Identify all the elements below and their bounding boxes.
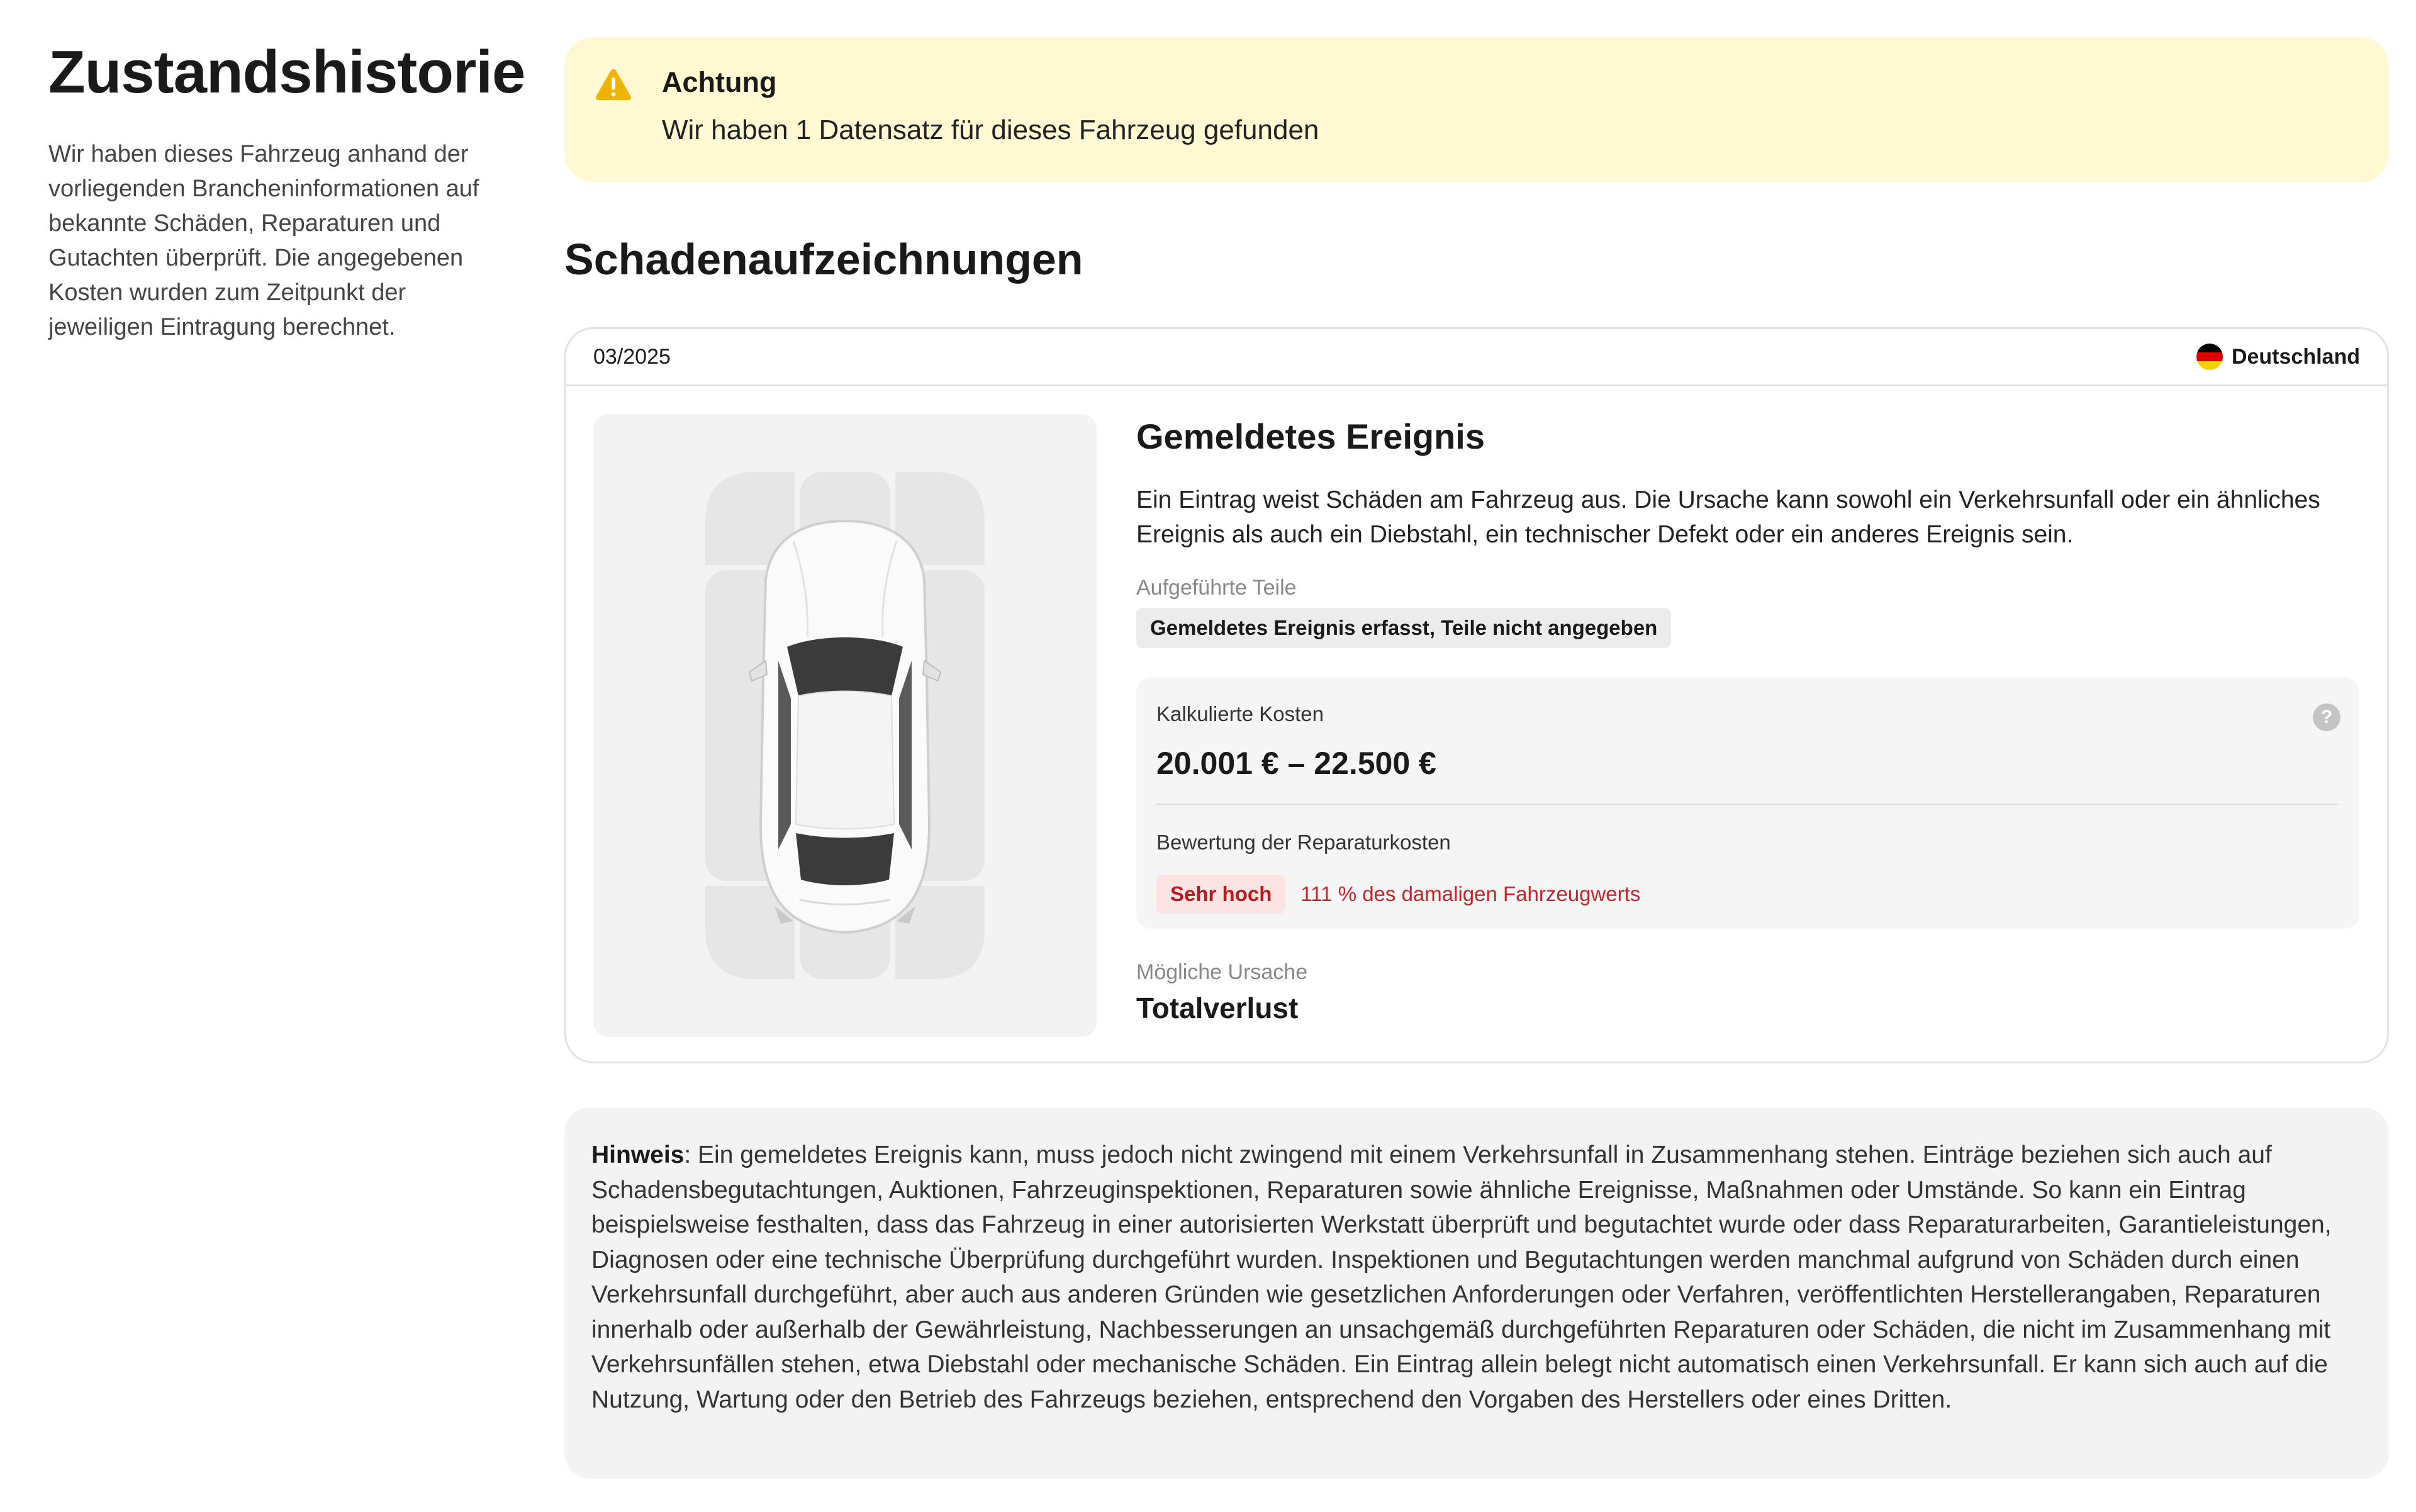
section-heading: Schadenaufzeichnungen	[564, 235, 1083, 284]
alert-text: Wir haben 1 Datensatz für dieses Fahrzeug gefunden	[662, 115, 1319, 145]
rating-label: Bewertung der Reparaturkosten	[1156, 831, 1451, 854]
cost-box	[1136, 677, 2359, 929]
rating-badge: Sehr hoch	[1156, 875, 1285, 914]
record-header	[566, 329, 2387, 386]
cause-label: Mögliche Ursache	[1136, 960, 1308, 984]
divider	[1156, 804, 2339, 805]
warning-icon	[595, 67, 632, 101]
note-label: Hinweis	[591, 1141, 685, 1168]
page-title: Zustandshistorie	[48, 38, 525, 106]
country-label: Deutschland	[2231, 344, 2360, 369]
rating-row	[1156, 875, 2339, 914]
alert-banner	[564, 37, 2389, 182]
cause-value: Totalverlust	[1136, 992, 1299, 1024]
car-top-view-icon	[705, 472, 985, 979]
parts-tag: Gemeldetes Ereignis erfasst, Teile nicht angegeben	[1136, 608, 1671, 648]
intro-text: Wir haben dieses Fahrzeug anhand der vorliegenden Brancheninformationen auf bekannte Schäden, Reparaturen und Gutachten überprüft. Die angegebenen Kosten wurden zum Zeitpunkt der jeweiligen Eintragung berechnet.	[48, 141, 479, 341]
cost-label: Kalkulierte Kosten	[1156, 702, 1324, 725]
record-date: 03/2025	[593, 344, 671, 369]
sidebar	[48, 38, 525, 345]
alert-title: Achtung	[662, 66, 777, 98]
note-text: : Ein gemeldetes Ereignis kann, muss jedoch nicht zwingend mit einem Verkehrsunfall in Zusammenhang stehen. Einträge beziehen sich auch auf Schadensbegutachtungen, Auktionen, Fahrzeuginspektionen, Reparaturen sowie ähnliche Ereignisse, Maßnahmen oder Umstände. So kann ein Eintrag beispielsweise festhalten, dass das Fahrzeug in einer autorisierten Werkstatt überprüft und begutachtet wurde oder dass Reparaturarbeiten, Garantieleistungen, Diagnosen oder eine technische Überprüfung durchgeführt wurden. Inspektionen und Begutachtungen werden manchmal aufgrund von Schäden durch einen Verkehrsunfall durchgeführt, aber auch aus anderen Gründen wie gesetzlichen Anforderungen oder Verfahren, veröffentlichten Herstellerangaben, Reparaturen innerhalb oder außerhalb der Gewährleistung, Nachbesserungen an unsachgemäß durchgeführten Reparaturen oder Schäden, die nicht im Zusammenhang mit Verkehrsunfällen stehen, etwa Diebstahl oder mechanische Schäden. Ein Eintrag allein belegt nicht automatisch einen Verkehrsunfall. Er kann sich auch auf die Nutzung, Wartung oder den Betrieb des Fahrzeugs beziehen, entsprechend den Vorgaben des Herstellers oder eines Dritten.	[591, 1141, 2332, 1413]
event-title: Gemeldetes Ereignis	[1136, 417, 1485, 456]
record-country	[2196, 344, 2360, 370]
parts-label: Aufgeführte Teile	[1136, 576, 1297, 600]
rating-text: 111 % des damaligen Fahrzeugwerts	[1300, 882, 1641, 905]
record-details	[1136, 414, 2363, 1025]
car-damage-diagram	[593, 414, 1097, 1037]
event-description: Ein Eintrag weist Schäden am Fahrzeug aus. Die Ursache kann sowohl ein Verkehrsunfall oder ein ähnliches Ereignis als auch ein Diebstahl, ein technischer Defekt oder ein anderes Ereignis sein.	[1136, 486, 2320, 548]
damage-record-card	[564, 327, 2389, 1063]
question-icon[interactable]: ?	[2313, 703, 2340, 731]
main-content	[564, 37, 2389, 1479]
note-box	[564, 1107, 2389, 1479]
flag-germany-icon	[2196, 344, 2223, 370]
cost-value: 20.001 € – 22.500 €	[1156, 746, 1436, 781]
